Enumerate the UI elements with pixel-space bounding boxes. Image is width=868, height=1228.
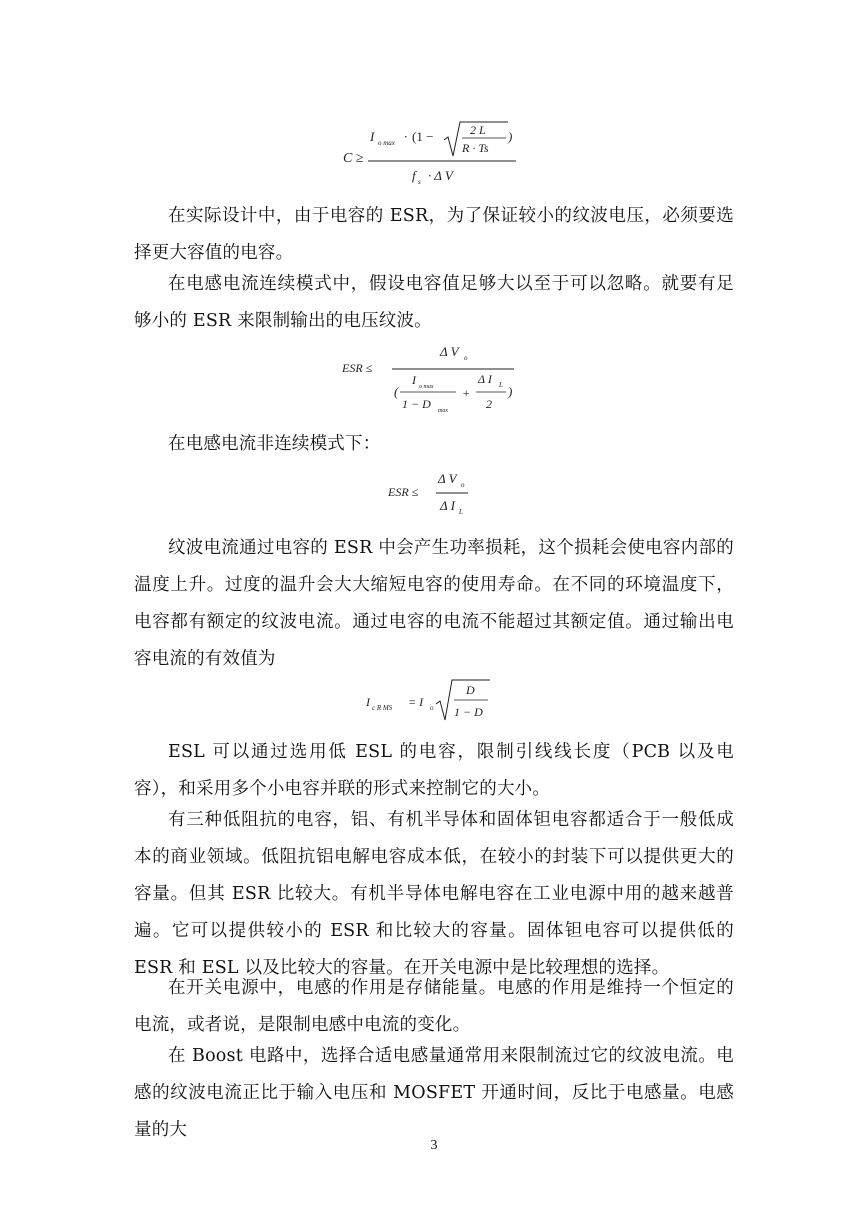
svg-text:I: I: [370, 129, 375, 144]
paragraph-8: 在 Boost 电路中，选择合适电感量通常用来限制流过它的纹波电流。电感的纹波电流正比于输入电压和 MOSFET 开通时间，反比于电感量。电感量的大: [134, 1046, 734, 1140]
svg-text:·: ·: [404, 129, 408, 144]
svg-text:o max: o max: [419, 384, 434, 390]
svg-text:ESR ≤: ESR ≤: [342, 361, 373, 375]
svg-text:D: D: [466, 683, 475, 697]
svg-text:f: f: [412, 168, 416, 183]
svg-text:): ): [508, 129, 513, 144]
svg-text:I: I: [366, 695, 370, 709]
svg-text:= I: = I: [408, 695, 424, 709]
svg-text:o max: o max: [378, 139, 395, 147]
paragraph-2: 在电感电流连续模式中，假设电容值足够大以至于可以忽略。就要有足够小的 ESR 来限制输出的电压纹波。: [134, 274, 734, 331]
paragraph-3: 在电感电流非连续模式下：: [168, 434, 381, 454]
svg-text:1 − D: 1 − D: [402, 397, 431, 411]
svg-text:R · Ts: R · Ts: [462, 141, 489, 155]
formula-lhs: C ≥: [343, 151, 364, 166]
esr-ccm-formula: [342, 342, 522, 418]
svg-text:I: I: [412, 373, 416, 387]
svg-text:ESR ≤: ESR ≤: [388, 485, 419, 499]
paragraph-4: 纹波电流通过电容的 ESR 中会产生功率损耗，这个损耗会使电容内部的温度上升。过度的温升会大大缩短电容的使用寿命。在不同的环境温度下，电容都有额定的纹波电流。通过电容的电流不能超过其额定值。通过输出电容电流的有效值为: [134, 538, 734, 669]
svg-text:): ): [508, 384, 513, 399]
paragraph-7: 在开关电源中，电感的作用是存储能量。电感的作用是维持一个恒定的电流，或者说，是限制电感中电流的变化。: [134, 978, 734, 1035]
paragraph-5: ESL 可以通过选用低 ESL 的电容，限制引线线长度（PCB 以及电容），和采用多个小电容并联的形式来控制它的大小。: [134, 742, 734, 799]
svg-text:max: max: [438, 408, 448, 414]
svg-text:c R MS: c R MS: [372, 704, 393, 712]
svg-text:+: +: [462, 386, 471, 400]
irms-formula: [364, 674, 500, 726]
svg-text:o: o: [464, 354, 468, 362]
svg-text:o: o: [461, 481, 465, 489]
svg-text:L: L: [459, 508, 463, 516]
svg-text:2: 2: [486, 397, 492, 411]
svg-text:(: (: [394, 384, 399, 399]
svg-text:Δ I: Δ I: [478, 372, 492, 386]
svg-text:s: s: [418, 178, 421, 186]
svg-text:(1 −: (1 −: [412, 129, 434, 144]
svg-text:L: L: [499, 381, 503, 389]
svg-text:o: o: [430, 704, 434, 712]
svg-text:2 L: 2 L: [470, 123, 486, 137]
svg-text:1 − D: 1 − D: [454, 705, 483, 719]
esr-dcm-formula: [388, 470, 488, 516]
svg-text:Δ I: Δ I: [440, 498, 455, 513]
paragraph-1: 在实际设计中，由于电容的 ESR，为了保证较小的纹波电压，必须要选择更大容值的电容。: [134, 206, 734, 263]
svg-text:Δ V: Δ V: [440, 344, 459, 359]
capacitance-formula: [340, 118, 530, 190]
page-number: 3: [430, 1138, 438, 1153]
svg-text:· Δ V: · Δ V: [428, 168, 453, 183]
paragraph-6: 有三种低阻抗的电容，铝、有机半导体和固体钽电容都适合于一般低成本的商业领域。低阻抗铝电解电容成本低，在较小的封装下可以提供更大的容量。但其 ESR 比较大。有机半导体电解电容在工业电源中用的越来越普遍。它可以提供较小的 ESR 和比较大的容量。固体钽电容可以提供低的 ESR 和 ESL 以及比较大的容量。在开关电源中是比较理想的选择。: [134, 810, 734, 978]
svg-text:Δ V: Δ V: [438, 471, 457, 486]
